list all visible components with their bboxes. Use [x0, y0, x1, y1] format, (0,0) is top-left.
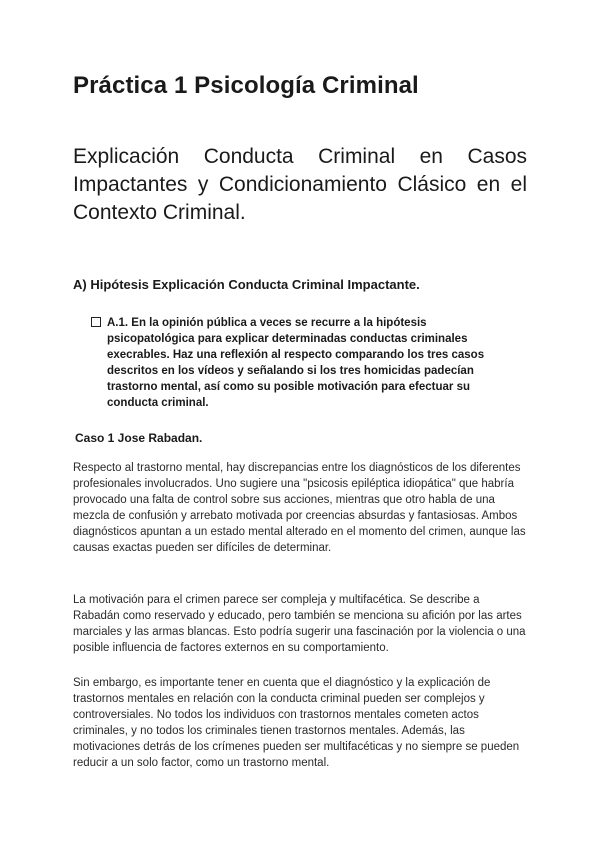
section-heading: A) Hipótesis Explicación Conducta Criminal Impactante.	[73, 277, 420, 292]
document-title: Práctica 1 Psicología Criminal	[73, 72, 419, 99]
checkbox-icon	[91, 317, 101, 327]
body-paragraph: La motivación para el crimen parece ser compleja y multifacética. Se describe a Rabadán como reservado y educado, pero también se menciona su afición por las artes marciales y las armas blancas. Esto podría sugerir una fascinación por la violencia o una posible influencia de factores externos en su comportamiento.	[73, 594, 526, 654]
body-paragraph: Respecto al trastorno mental, hay discrepancias entre los diagnósticos de los diferentes profesionales involucrados. Uno sugiere una "psicosis epiléptica idiopática" que habría provocado una falta de control sobre sus acciones, mientras que otro habla de una mezcla de confusión y arrebato motivada por creencias absurdas y fantasiosas. Ambos diagnósticos apuntan a un estado mental alterado en el momento del crimen, aunque las causas exactas pueden ser difíciles de determinar.	[73, 462, 526, 554]
checklist-item	[91, 315, 516, 411]
document-subtitle: Explicación Conducta Criminal en Casos Impactantes y Condicionamiento Clásico en el Contexto Criminal.	[73, 145, 527, 224]
case-heading: Caso 1 Jose Rabadan.	[75, 431, 203, 445]
checklist-item-text: A.1. En la opinión pública a veces se recurre a la hipótesis psicopatológica para explicar determinadas conductas criminales execrables. Haz una reflexión al respecto comparando los tres casos descritos en los vídeos y señalando si los tres homicidas padecían trastorno mental, así como su posible motivación para efectuar su conducta criminal.	[107, 317, 485, 409]
body-paragraph: Sin embargo, es importante tener en cuenta que el diagnóstico y la explicación de trastornos mentales en relación con la conducta criminal pueden ser complejos y controversiales. No todos los individuos con trastornos mentales cometen actos criminales, y no todos los criminales tienen trastornos mentales. Además, las motivaciones detrás de los crímenes pueden ser multifacéticas y no siempre se pueden reducir a un solo factor, como un trastorno mental.	[73, 677, 520, 769]
